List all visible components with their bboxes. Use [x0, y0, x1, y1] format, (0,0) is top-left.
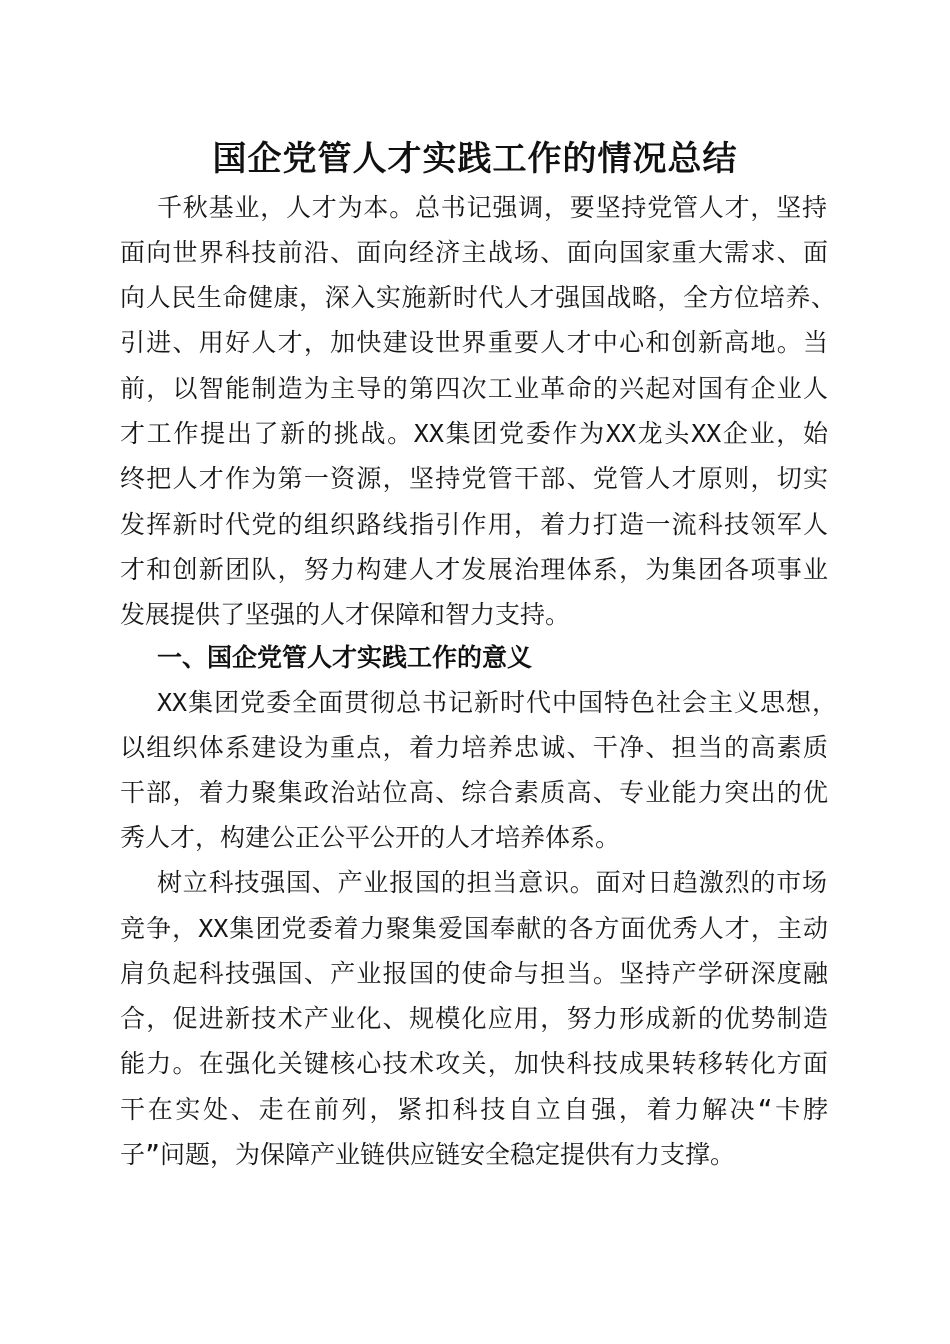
paragraph-line: 肩负起科技强国、产业报国的使命与担当。坚持产学研深度融 [120, 959, 828, 988]
paragraph-line: 合，促进新技术产业化、规模化应用，努力形成新的优势制造 [120, 1004, 828, 1033]
paragraph-line: 才工作提出了新的挑战。XX集团党委作为XX龙头XX企业，始 [120, 419, 828, 448]
paragraph-line: 以组织体系建设为重点，着力培养忠诚、干净、担当的高素质 [120, 733, 828, 762]
paragraph-line: 终把人才作为第一资源，坚持党管干部、党管人才原则，切实 [120, 464, 828, 493]
paragraph-line: 千秋基业，人才为本。总书记强调，要坚持党管人才，坚持 [157, 193, 827, 222]
paragraph-line: 秀人才，构建公正公平公开的人才培养体系。 [120, 823, 621, 852]
paragraph-line: 树立科技强国、产业报国的担当意识。面对日趋激烈的市场 [157, 868, 827, 897]
document-title: 国企党管人才实践工作的情况总结 [212, 139, 738, 179]
paragraph-line: 能力。在强化关键核心技术攻关，加快科技成果转移转化方面 [120, 1049, 828, 1078]
paragraph-line: 才和创新团队，努力构建人才发展治理体系，为集团各项事业 [120, 555, 828, 584]
paragraph-line: XX集团党委全面贯彻总书记新时代中国特色社会主义思想， [157, 688, 837, 717]
paragraph-line: 前，以智能制造为主导的第四次工业革命的兴起对国有企业人 [120, 374, 828, 403]
paragraph-line: 子”问题，为保障产业链供应链安全稳定提供有力支撑。 [120, 1140, 736, 1169]
section-heading: 一、国企党管人才实践工作的意义 [157, 643, 533, 672]
paragraph-line: 引进、用好人才，加快建设世界重要人才中心和创新高地。当 [120, 328, 828, 357]
paragraph-line: 发展提供了坚强的人才保障和智力支持。 [120, 600, 571, 629]
paragraph-line: 干部，着力聚集政治站位高、综合素质高、专业能力突出的优 [120, 778, 828, 807]
paragraph-line: 竞争，XX集团党委着力聚集爱国奉献的各方面优秀人才，主动 [120, 914, 828, 943]
paragraph-line: 干在实处、走在前列，紧扣科技自立自强，着力解决“卡脖 [120, 1095, 828, 1124]
paragraph-line: 面向世界科技前沿、面向经济主战场、面向国家重大需求、面 [120, 238, 828, 267]
paragraph-line: 向人民生命健康，深入实施新时代人才强国战略，全方位培养、 [120, 283, 836, 312]
paragraph-line: 发挥新时代党的组织路线指引作用，着力打造一流科技领军人 [120, 510, 828, 539]
